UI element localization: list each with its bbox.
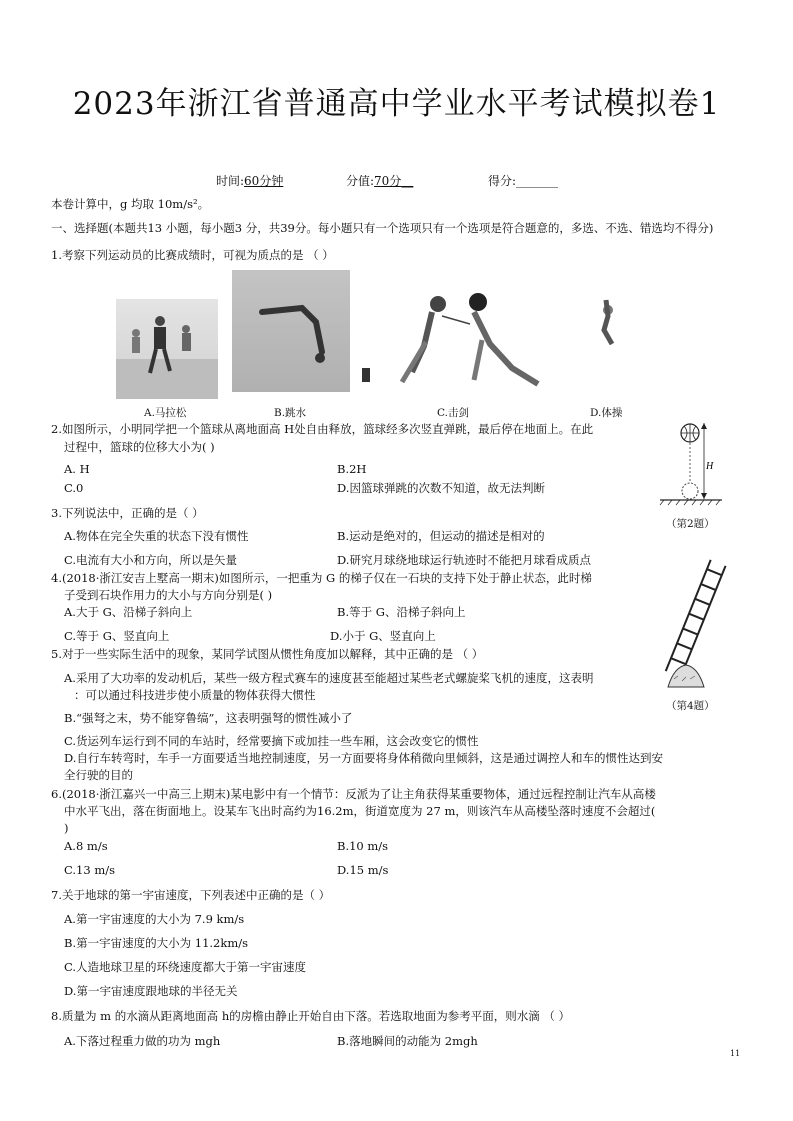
- q5-option-d-line-1: D.自行车转弯时，车手一方面要适当地控制速度，另一方面要将身体稍微向里倾斜，这是通过调控人和车的惯性达到安: [64, 751, 663, 765]
- q3-option-d: D.研究月球绕地球运行轨迹时不能把月球看成质点: [337, 553, 591, 567]
- result-field: [488, 172, 558, 189]
- time-label: 时间:: [216, 174, 245, 188]
- q4-stem-2: 子受到石块作用力的大小与方向分别是( ): [64, 588, 273, 602]
- q4-option-d: D.小于 G、竖直向上: [330, 629, 436, 643]
- q6-stem-1: 6.(2018·浙江嘉兴一中高三上期末)某电影中有一个情节：反派为了让主角获得某重要物体，通过远程控制让汽车从高楼: [51, 787, 656, 801]
- section-heading: 一、选择题(本题共13 小题，每小题3 分，共39分。每小题只有一个选项只有一个选项是符合题意的，多选、不选、错选均不得分): [51, 221, 714, 235]
- gymnastics-photo: [586, 296, 624, 348]
- q8-option-b: B.落地瞬间的动能为 2mgh: [337, 1034, 478, 1048]
- q5-option-b: B.“强弩之末，势不能穿鲁缟”，这表明强弩的惯性减小了: [64, 711, 353, 725]
- result-label: 得分:: [488, 174, 517, 188]
- q2-option-a: A. H: [64, 462, 90, 476]
- q1-caption-a: A.马拉松: [144, 407, 187, 419]
- time-field: [216, 172, 283, 189]
- q4-option-a: A.大于 G、沿梯子斜向上: [64, 605, 193, 619]
- q6-option-c: C.13 m/s: [64, 863, 116, 877]
- q1-stem: 1.考察下列运动员的比赛成绩时，可视为质点的是 （ ）: [51, 248, 334, 262]
- q7-option-c: C.人造地球卫星的环绕速度都大于第一宇宙速度: [64, 960, 307, 974]
- q2-stem-2: 过程中，篮球的位移大小为( ): [64, 440, 215, 454]
- q6-stem-3: ): [64, 821, 69, 835]
- q8-stem: 8.质量为 m 的水滴从距离地面高 h的房檐由静止开始自由下落。若选取地面为参考平面，则水滴 （ ）: [51, 1009, 571, 1023]
- q3-option-b: B.运动是绝对的，但运动的描述是相对的: [337, 529, 545, 543]
- time-value: 60分钟: [244, 174, 284, 188]
- q1-caption-d: D.体操: [590, 407, 623, 419]
- q5-option-c: C.货运列车运行到不同的车站时，经常要摘下或加挂一些车厢，这会改变它的惯性: [64, 734, 479, 748]
- q2-option-b: B.2H: [337, 462, 367, 476]
- score-value: 70分: [374, 174, 402, 188]
- q5-option-a-line-1: A.采用了大功率的发动机后，某些一级方程式赛车的速度甚至能超过某些老式螺旋桨飞机的速度，这表明: [64, 671, 594, 685]
- q6-option-a: A.8 m/s: [64, 839, 108, 853]
- page-title: 2023年浙江省普通高中学业水平考试模拟卷1: [72, 86, 721, 122]
- q3-option-c: C.电流有大小和方向，所以是矢量: [64, 553, 238, 567]
- q3-option-a: A.物体在完全失重的状态下没有惯性: [64, 529, 249, 543]
- q4-option-b: B.等于 G、沿梯子斜向上: [337, 605, 466, 619]
- page-number: 11: [730, 1049, 741, 1058]
- q2-stem-1: 2.如图所示，小明同学把一个篮球从离地面高 H处自由释放，篮球经多次竖直弹跳，最后停在地面上。在此: [51, 422, 594, 436]
- q7-stem: 7.关于地球的第一宇宙速度，下列表述中正确的是（ ）: [51, 888, 331, 902]
- q6-option-d: D.15 m/s: [337, 863, 389, 877]
- result-blank: _______: [516, 174, 559, 188]
- q7-option-d: D.第一宇宙速度跟地球的半径无关: [64, 984, 238, 998]
- q4-option-c: C.等于 G、竖直向上: [64, 629, 170, 643]
- q1-caption-c: C.击剑: [437, 407, 469, 419]
- q3-stem: 3.下列说法中，正确的是（ ）: [51, 506, 204, 520]
- q4-stem-1: 4.(2018·浙江安吉上墅高一期末)如图所示，一把重为 G 的梯子仅在一石块的支持下处于静止状态，此时梯: [51, 571, 592, 585]
- q8-option-a: A.下落过程重力做的功为 mgh: [64, 1034, 221, 1048]
- q5-option-d-line-2: 全行驶的目的: [64, 768, 133, 782]
- q4-figure-caption: （第4题）: [666, 700, 715, 712]
- basketball-diagram: [656, 421, 726, 507]
- diving-photo: [232, 270, 350, 392]
- q2-option-d: D.因篮球弹跳的次数不知道，故无法判断: [337, 481, 545, 495]
- fencing-photo: [362, 282, 542, 392]
- q2-option-c: C.0: [64, 481, 84, 495]
- q2-figure-caption: （第2题）: [666, 518, 715, 530]
- calc-note: 本卷计算中，g 均取 10m/s²。: [51, 197, 210, 211]
- q7-option-a: A.第一宇宙速度的大小为 7.9 km/s: [64, 912, 245, 926]
- ladder-diagram: [662, 555, 728, 689]
- marathon-photo: [116, 299, 218, 399]
- q6-stem-2: 中水平飞出，落在街面地上。设某车飞出时高约为16.2m，街道宽度为 27 m，则该汽车从高楼坠落时速度不会超过(: [64, 804, 656, 818]
- height-label-h: H: [706, 461, 714, 472]
- q5-stem: 5.对于一些实际生活中的现象，某同学试图从惯性角度加以解释，其中正确的是 （ ）: [51, 647, 484, 661]
- q1-caption-b: B.跳水: [274, 407, 307, 419]
- score-label: 分值:: [346, 174, 375, 188]
- q7-option-b: B.第一宇宙速度的大小为 11.2km/s: [64, 936, 249, 950]
- score-field: 分值:70分__: [346, 174, 414, 188]
- q6-option-b: B.10 m/s: [337, 839, 389, 853]
- q5-option-a-line-2: ：可以通过科技进步使小质量的物体获得大惯性: [74, 688, 316, 702]
